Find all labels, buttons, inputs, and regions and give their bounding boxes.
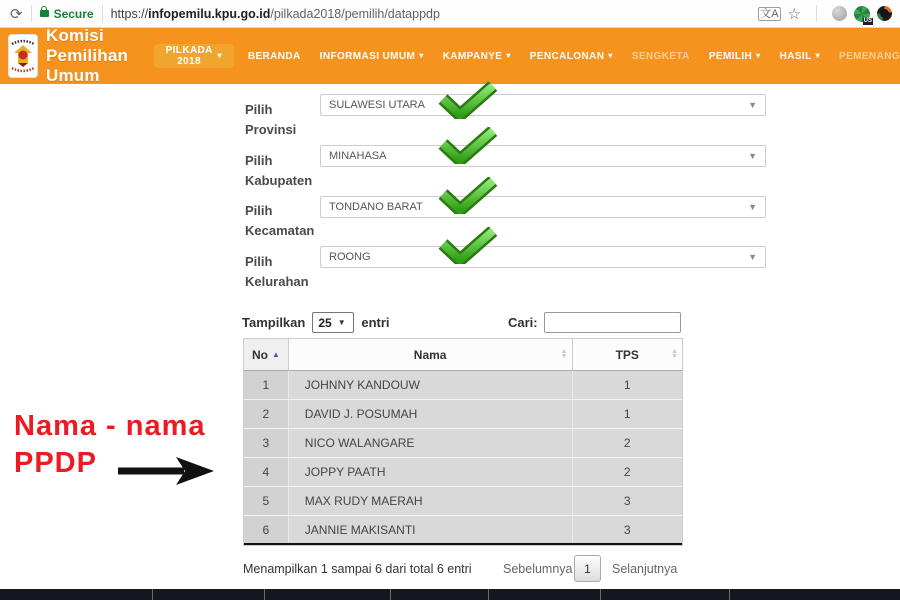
ppdp-table <box>243 338 683 546</box>
table-row[interactable] <box>244 371 682 400</box>
cell-nama: MAX RUDY MAERAH <box>289 487 573 515</box>
pagination-next[interactable]: Selanjutnya <box>612 562 678 576</box>
cell-nama: NICO WALANGARE <box>289 429 573 457</box>
url-domain: infopemilu.kpu.go.id <box>148 6 271 21</box>
chevron-down-icon: ▼ <box>748 202 757 212</box>
province-select[interactable] <box>320 94 766 116</box>
table-row[interactable] <box>244 516 682 545</box>
cell-no: 1 <box>244 371 289 399</box>
column-label: TPS <box>615 347 639 362</box>
table-row[interactable] <box>244 429 682 458</box>
chevron-down-icon: ▾ <box>756 51 761 60</box>
annotation-line1: Nama - nama <box>14 410 206 442</box>
pilkada-label: PILKADA 2018 <box>165 45 213 67</box>
cell-no: 4 <box>244 458 289 486</box>
table-row[interactable] <box>244 458 682 487</box>
us-badge: US <box>863 17 872 24</box>
reload-icon[interactable]: ⟳ <box>10 5 23 23</box>
nav-item-sengketa[interactable] <box>632 51 690 62</box>
table-info: Menampilkan 1 sampai 6 dari total 6 entri <box>243 562 472 576</box>
kpu-logo[interactable] <box>8 34 38 78</box>
profile-extension-icon[interactable] <box>877 6 892 21</box>
district-value: TONDANO BARAT <box>329 201 423 213</box>
page-size-control <box>242 312 390 333</box>
cell-nama: JOHNNY KANDOUW <box>289 371 573 399</box>
cell-tps: 3 <box>573 487 682 515</box>
nav-item-hasil[interactable] <box>780 51 820 62</box>
divider <box>816 5 817 22</box>
nav-label: SENGKETA <box>631 50 690 62</box>
nav-label: KAMPANYE <box>442 50 503 62</box>
chevron-down-icon: ▾ <box>419 51 424 60</box>
pagination-page-1[interactable]: 1 <box>574 555 601 582</box>
province-value: SULAWESI UTARA <box>329 99 425 111</box>
cell-tps: 2 <box>573 429 682 457</box>
village-select[interactable] <box>320 246 766 268</box>
cell-no: 2 <box>244 400 289 428</box>
chevron-down-icon: ▾ <box>608 51 613 60</box>
main-nav <box>248 51 900 62</box>
cell-no: 6 <box>244 516 289 543</box>
cell-tps: 2 <box>573 458 682 486</box>
column-header-tps[interactable] <box>573 339 683 370</box>
nav-label: BERANDA <box>247 50 301 62</box>
nav-item-pemilih[interactable] <box>709 51 761 62</box>
district-select[interactable] <box>320 196 766 218</box>
url-path: /pilkada2018/pemilih/datappdp <box>270 6 440 21</box>
village-label: Pilih Kelurahan <box>245 254 309 290</box>
entries-label: entri <box>361 315 390 330</box>
nav-item-pencalonan[interactable] <box>530 51 613 62</box>
cell-tps: 1 <box>573 400 682 428</box>
checkmark-icon <box>437 227 499 264</box>
browser-address-bar <box>0 0 900 28</box>
url-text[interactable] <box>111 7 440 21</box>
cell-tps: 1 <box>573 371 682 399</box>
annotation-line2: PPDP <box>14 447 97 480</box>
translate-icon[interactable]: 文A <box>760 7 779 20</box>
chevron-down-icon: ▼ <box>748 252 757 262</box>
globe-extension-icon[interactable] <box>854 6 870 22</box>
cell-no: 3 <box>244 429 289 457</box>
regency-value: MINAHASA <box>329 150 387 162</box>
table-row[interactable] <box>244 400 682 429</box>
chevron-down-icon: ▼ <box>748 151 757 161</box>
column-header-no[interactable] <box>244 339 289 370</box>
nav-label: INFORMASI UMUM <box>319 50 416 62</box>
cell-tps: 3 <box>573 516 682 543</box>
search-control <box>508 312 681 333</box>
column-label: No <box>251 347 268 362</box>
nav-label: HASIL <box>779 50 812 62</box>
column-header-nama[interactable] <box>289 339 573 370</box>
nav-item-pemenang[interactable] <box>839 51 900 62</box>
pagination-previous[interactable]: Sebelumnya <box>503 562 573 576</box>
bookmark-star-icon[interactable]: ☆ <box>787 5 801 23</box>
village-value: ROONG <box>329 251 371 263</box>
checkmark-icon <box>437 127 499 164</box>
regency-select[interactable] <box>320 145 766 167</box>
kpu-emblem-icon <box>9 37 37 75</box>
sort-both-icon: ▲ ▼ <box>671 347 678 361</box>
nav-item-beranda[interactable] <box>248 51 301 62</box>
chevron-down-icon: ▾ <box>506 51 511 60</box>
checkmark-icon <box>437 177 499 214</box>
table-row[interactable] <box>244 487 682 516</box>
divider <box>102 5 103 22</box>
table-header-row <box>244 339 682 371</box>
page-bottom-strip <box>0 589 900 600</box>
nav-label: PENCALONAN <box>529 50 605 62</box>
arrow-right-icon <box>118 456 214 486</box>
pilkada-2018-button[interactable] <box>154 44 234 68</box>
sort-both-icon: ▲ ▼ <box>560 347 568 361</box>
nav-label: PEMILIH <box>708 50 753 62</box>
secure-label[interactable]: Secure <box>53 6 94 21</box>
page-size-value: 25 <box>318 315 332 330</box>
search-label: Cari: <box>508 315 538 330</box>
chevron-down-icon: ▾ <box>815 51 821 60</box>
search-input[interactable] <box>544 312 681 333</box>
lock-icon <box>40 10 49 17</box>
column-label: Nama <box>413 347 447 362</box>
sort-ascending-icon: ▲ <box>271 350 280 359</box>
page-size-select[interactable] <box>312 312 354 333</box>
show-label: Tampilkan <box>242 315 306 330</box>
nav-label: PEMENANG <box>839 50 900 62</box>
cell-nama: DAVID J. POSUMAH <box>289 400 573 428</box>
cell-nama: JOPPY PAATH <box>289 458 573 486</box>
divider <box>31 5 32 22</box>
nav-item-kampanye[interactable] <box>443 51 511 62</box>
regency-label: Pilih Kabupaten <box>245 153 313 189</box>
chevron-down-icon: ▾ <box>217 51 222 60</box>
site-header <box>0 28 900 84</box>
cell-nama: JANNIE MAKISANTI <box>289 516 573 543</box>
nav-item-informasi-umum[interactable] <box>320 51 424 62</box>
checkmark-icon <box>437 82 499 119</box>
brand-title[interactable]: Komisi Pemilihan Umum <box>46 26 129 85</box>
url-scheme: https:// <box>110 6 149 21</box>
district-label: Pilih Kecamatan <box>245 203 315 239</box>
chevron-down-icon: ▼ <box>337 318 346 327</box>
cell-no: 5 <box>244 487 289 515</box>
extension-icon[interactable] <box>832 6 847 21</box>
chevron-down-icon: ▼ <box>748 100 757 110</box>
province-label: Pilih Provinsi <box>245 102 297 138</box>
